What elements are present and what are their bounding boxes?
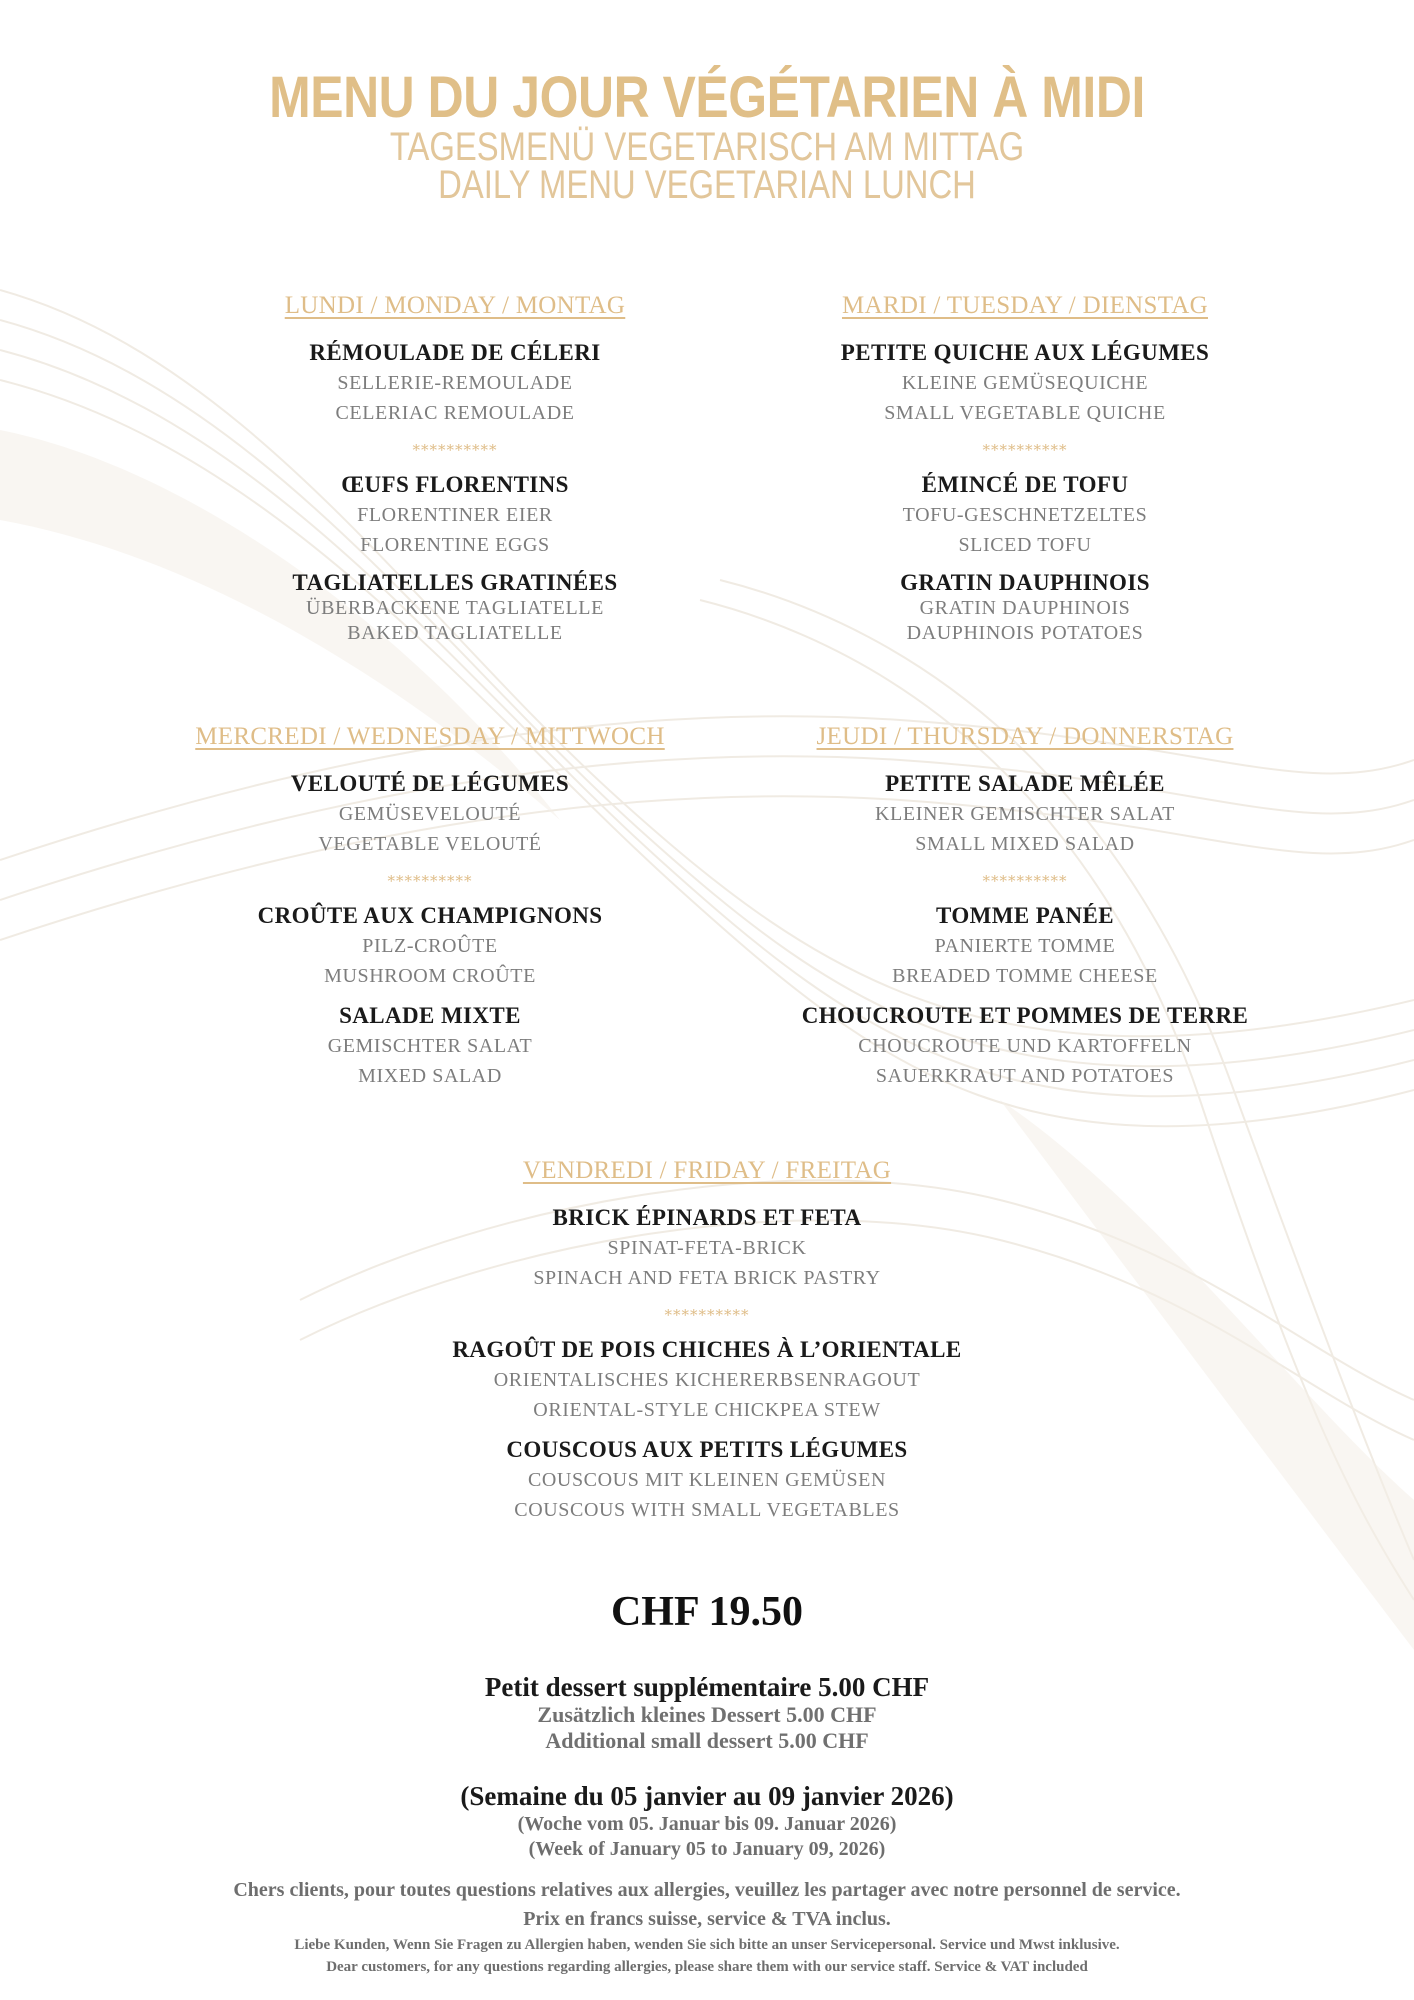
- dish-name-en: SPINACH AND FETA BRICK PASTRY: [533, 1267, 881, 1289]
- course-separator: **********: [412, 441, 498, 459]
- day-monday: [205, 292, 705, 656]
- main-dish-2: [145, 1001, 715, 1091]
- dish-name-fr: RÉMOULADE DE CÉLERI: [309, 340, 601, 365]
- dish-name-de: ORIENTALISCHES KICHERERBSENRAGOUT: [493, 1369, 921, 1391]
- main-dish-2: [775, 570, 1275, 646]
- dish-name-de: FLORENTINER EIER: [357, 504, 553, 526]
- dessert-text-fr: Petit dessert supplémentaire 5.00 CHF: [484, 1672, 930, 1702]
- dish-name-en: BREADED TOMME CHEESE: [892, 965, 1158, 987]
- dish-name-en: SAUERKRAUT AND POTATOES: [875, 1065, 1175, 1087]
- dish-name-en: SLICED TOFU: [958, 534, 1092, 556]
- main-dish-1: [775, 470, 1275, 560]
- dish-name-de: GEMISCHTER SALAT: [327, 1035, 533, 1057]
- dish-name-en: VEGETABLE VELOUTÉ: [318, 833, 542, 855]
- dish-name-en: DAUPHINOIS POTATOES: [906, 622, 1144, 644]
- dish-name-en: MIXED SALAD: [358, 1065, 502, 1087]
- dish-name-de: PANIERTE TOMME: [934, 935, 1116, 957]
- main-dish-1: [407, 1335, 1007, 1425]
- menu-title-fr: MENU DU JOUR VÉGÉTARIEN À MIDI: [269, 65, 1145, 130]
- dish-name-fr: PETITE QUICHE AUX LÉGUMES: [840, 340, 1210, 365]
- main-dish-1: [145, 901, 715, 991]
- menu-title-en: DAILY MENU VEGETARIAN LUNCH: [438, 163, 976, 207]
- dish-name-de: ÜBERBACKENE TAGLIATELLE: [306, 597, 604, 619]
- dish-name-de: PILZ-CROÛTE: [362, 935, 498, 957]
- dish-name-fr: PETITE SALADE MÊLÉE: [885, 771, 1165, 796]
- menu-title-de: TAGESMENÜ VEGETARISCH AM MITTAG: [389, 125, 1025, 169]
- dish-name-fr: BRICK ÉPINARDS ET FETA: [552, 1205, 862, 1230]
- dish-name-en: COUSCOUS WITH SMALL VEGETABLES: [514, 1499, 900, 1521]
- course-separator: **********: [982, 872, 1068, 890]
- dish-name-fr: CROÛTE AUX CHAMPIGNONS: [257, 903, 603, 928]
- starter-dish: [755, 769, 1295, 859]
- dish-name-fr: RAGOÛT DE POIS CHICHES À L’ORIENTALE: [452, 1337, 962, 1362]
- dish-name-de: GRATIN DAUPHINOIS: [919, 597, 1131, 619]
- course-separator: **********: [982, 441, 1068, 459]
- footer-line-de: Liebe Kunden, Wenn Sie Fragen zu Allergien haben, wenden Sie sich bitte an unser Servicepersonal. Service und Mwst inklusive.: [294, 1937, 1120, 1953]
- main-dish-2: [205, 570, 705, 646]
- dish-name-en: CELERIAC REMOULADE: [335, 402, 575, 424]
- dish-name-fr: VELOUTÉ DE LÉGUMES: [290, 771, 570, 796]
- main-dish-1: [755, 901, 1295, 991]
- day-thursday: [755, 723, 1295, 1101]
- starter-dish: [775, 338, 1275, 428]
- dish-name-fr: SALADE MIXTE: [339, 1003, 521, 1028]
- dish-name-de: KLEINE GEMÜSEQUICHE: [901, 372, 1149, 394]
- week-text-en: (Week of January 05 to January 09, 2026): [528, 1838, 886, 1860]
- day-title: MERCREDI / WEDNESDAY / MITTWOCH: [195, 723, 665, 750]
- dish-name-fr: COUSCOUS AUX PETITS LÉGUMES: [506, 1437, 908, 1462]
- day-title: MARDI / TUESDAY / DIENSTAG: [841, 292, 1208, 319]
- dish-name-fr: GRATIN DAUPHINOIS: [900, 570, 1150, 595]
- menu-price: CHF 19.50: [610, 1589, 804, 1635]
- footer-price-note: Prix en francs suisse, service & TVA inclus.: [523, 1908, 891, 1930]
- dish-name-en: MUSHROOM CROÛTE: [324, 965, 536, 987]
- dish-name-fr: ŒUFS FLORENTINS: [341, 472, 569, 497]
- dessert-text-de: Zusätzlich kleines Dessert 5.00 CHF: [537, 1702, 877, 1727]
- dish-name-de: COUSCOUS MIT KLEINEN GEMÜSEN: [527, 1469, 887, 1491]
- day-wednesday: [145, 723, 715, 1101]
- dish-name-de: SELLERIE-REMOULADE: [337, 372, 573, 394]
- dish-name-fr: ÉMINCÉ DE TOFU: [921, 472, 1129, 497]
- dish-name-de: GEMÜSEVELOUTÉ: [338, 803, 522, 825]
- course-separator: **********: [387, 872, 473, 890]
- starter-dish: [407, 1203, 1007, 1293]
- starter-dish: [145, 769, 715, 859]
- dish-name-fr: TOMME PANÉE: [936, 903, 1114, 928]
- dish-name-en: BAKED TAGLIATELLE: [347, 622, 563, 644]
- day-title: VENDREDI / FRIDAY / FREITAG: [522, 1157, 892, 1184]
- day-friday: [407, 1157, 1007, 1535]
- dish-name-de: CHOUCROUTE UND KARTOFFELN: [858, 1035, 1192, 1057]
- dish-name-en: ORIENTAL-STYLE CHICKPEA STEW: [533, 1399, 881, 1421]
- dish-name-en: SMALL VEGETABLE QUICHE: [884, 402, 1166, 424]
- week-text-de: (Woche vom 05. Januar bis 09. Januar 2026): [517, 1813, 897, 1835]
- course-separator: **********: [664, 1306, 750, 1324]
- dessert-supplement: [0, 1672, 1414, 1754]
- dish-name-de: KLEINER GEMISCHTER SALAT: [875, 803, 1175, 825]
- dish-name-fr: CHOUCROUTE ET POMMES DE TERRE: [801, 1003, 1249, 1028]
- footer-line-en: Dear customers, for any questions regarding allergies, please share them with our service staff. Service & VAT included: [326, 1959, 1088, 1975]
- dish-name-de: TOFU-GESCHNETZELTES: [902, 504, 1148, 526]
- dish-name-de: SPINAT-FETA-BRICK: [607, 1237, 807, 1259]
- day-title: LUNDI / MONDAY / MONTAG: [284, 292, 626, 319]
- main-dish-1: [205, 470, 705, 560]
- week-dates: [0, 1780, 1414, 1862]
- dessert-text-en: Additional small dessert 5.00 CHF: [545, 1728, 869, 1753]
- allergy-footer: [0, 1876, 1414, 1978]
- footer-line-fr: Chers clients, pour toutes questions relatives aux allergies, veuillez les partager avec notre personnel de service.: [233, 1879, 1181, 1901]
- day-tuesday: [775, 292, 1275, 656]
- main-dish-2: [407, 1435, 1007, 1525]
- menu-header: [0, 65, 1414, 207]
- day-title: JEUDI / THURSDAY / DONNERSTAG: [816, 723, 1234, 750]
- dish-name-en: FLORENTINE EGGS: [360, 534, 550, 556]
- dish-name-fr: TAGLIATELLES GRATINÉES: [292, 570, 618, 595]
- main-dish-2: [755, 1001, 1295, 1091]
- week-text-fr: (Semaine du 05 janvier au 09 janvier 2026): [460, 1781, 954, 1811]
- dish-name-en: SMALL MIXED SALAD: [915, 833, 1135, 855]
- starter-dish: [205, 338, 705, 428]
